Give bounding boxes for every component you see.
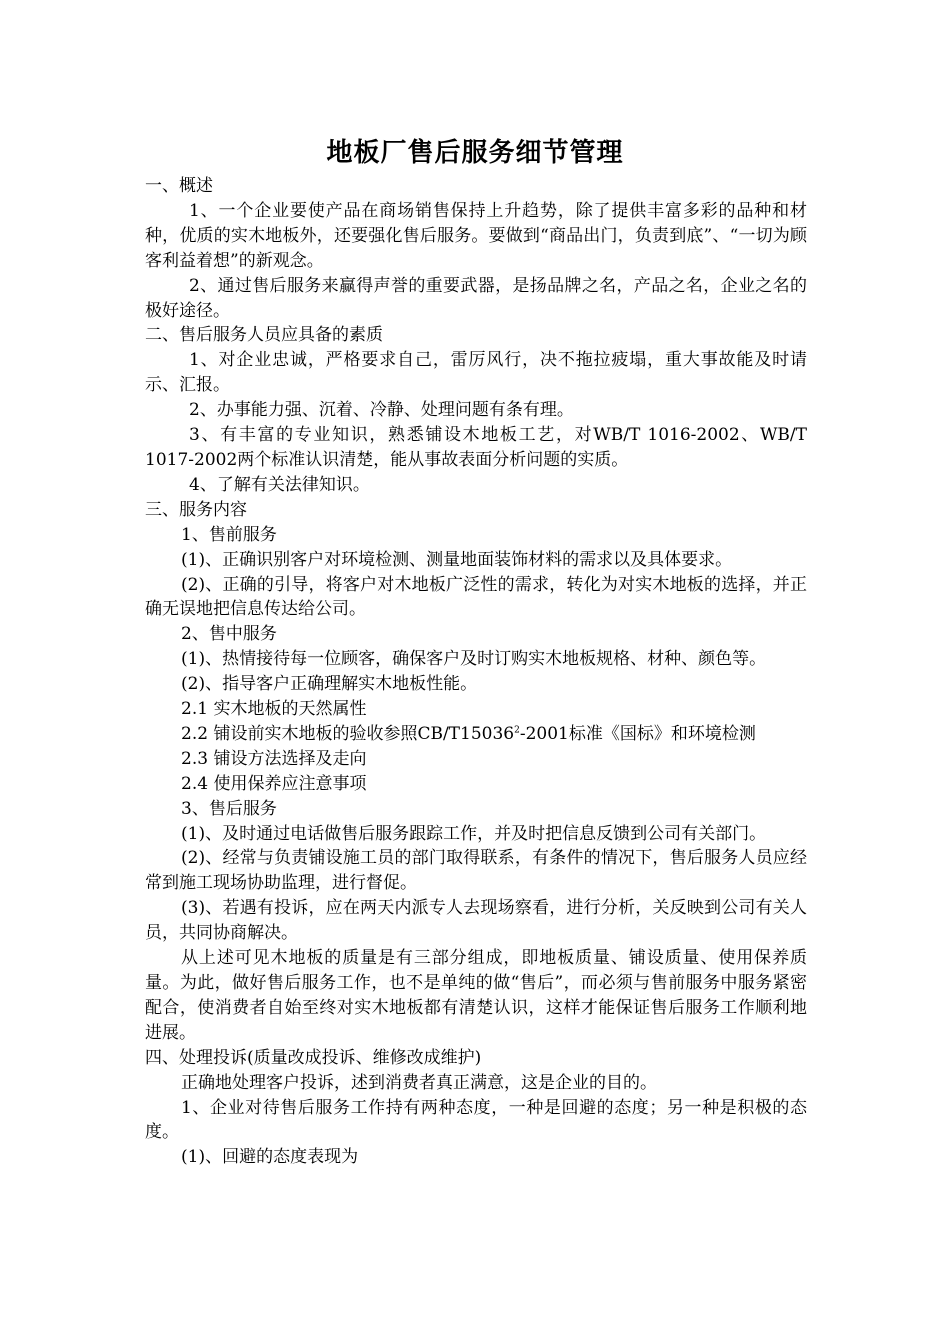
paragraph-text: (1)、回避的态度表现为 [181, 1147, 359, 1168]
paragraph [145, 199, 807, 274]
paragraph-text: 三、服务内容 [145, 499, 247, 520]
paragraph-text: 一、概述 [145, 176, 213, 196]
paragraph-text: 正确地处理客户投诉，述到消费者真正满意，这是企业的目的。 [181, 1072, 657, 1093]
document-title: 地板厂售后服务细节管理 [326, 138, 624, 168]
section-heading [145, 498, 807, 523]
paragraph [145, 398, 807, 423]
paragraph-text: 2.3 铺设方法选择及走向 [181, 748, 367, 769]
paragraph-text: (1)、正确识别客户对环境检测、测量地面装饰材料的需求以及具体要求。 [181, 549, 733, 570]
paragraph-text: (1)、热情接待每一位顾客，确保客户及时订购实木地板规格、材种、颜色等。 [181, 649, 767, 670]
paragraph-text: 1、一个企业要使产品在商场销售保持上升趋势，除了提供丰富多彩的品种和材种，优质的实木地板外，还要强化售后服务。要做到“商品出门，负责到底”、“一切为顾客利益着想”的新观念。 [145, 200, 807, 271]
paragraph [145, 622, 807, 647]
paragraph-text: 从上述可见木地板的质量是有三部分组成，即地板质量、铺设质量、使用保养质量。为此，做好售后服务工作，也不是单纯的做“售后”，而必须与售前服务中服务紧密配合，使消费者自始至终对实木地板都有清楚认识，这样才能保证售后服务工作顺利地进展。 [145, 948, 807, 1043]
paragraph [145, 1071, 807, 1096]
paragraph-text: 二、售后服务人员应具备的素质 [145, 325, 383, 346]
paragraph [145, 1096, 807, 1146]
paragraph-text: 2、办事能力强、沉着、冷静、处理问题有条有理。 [189, 400, 574, 421]
paragraph [145, 672, 807, 697]
paragraph-text: 2、通过售后服务来赢得声誉的重要武器，是扬品牌之名，产品之名，企业之名的极好途径。 [145, 275, 807, 321]
paragraph [145, 946, 807, 1046]
paragraph-text: 2.1 实木地板的天然属性 [181, 699, 367, 720]
paragraph [145, 473, 807, 498]
paragraph [145, 697, 807, 722]
paragraph [145, 523, 807, 548]
paragraph-text: (2)、正确的引导，将客户对木地板广泛性的需求，转化为对实木地板的选择，并正确无误地把信息传达给公司。 [145, 574, 807, 620]
paragraph [145, 747, 807, 772]
paragraph [145, 274, 807, 324]
paragraph [145, 797, 807, 822]
paragraph-text: 3、售后服务 [181, 798, 277, 819]
paragraph [145, 573, 807, 623]
section-heading [145, 1046, 807, 1071]
paragraph [145, 647, 807, 672]
paragraph-text: 3、有丰富的专业知识，熟悉铺设木地板工艺，对WB/T 1016-2002、WB/T 1017-2002两个标准认识清楚，能从事故表面分析问题的实质。 [145, 425, 807, 470]
paragraph [145, 822, 807, 847]
paragraph [145, 846, 807, 896]
paragraph-text: (1)、及时通过电话做售后服务跟踪工作，并及时把信息反馈到公司有关部门。 [181, 823, 767, 844]
paragraph-text: 1、售前服务 [181, 524, 277, 545]
paragraph-text: 2、售中服务 [181, 624, 277, 645]
paragraph-text: 4、了解有关法律知识。 [189, 474, 370, 495]
paragraph-text: 2.2 铺设前实木地板的验收参照CB/T15036 [181, 723, 515, 744]
paragraph [145, 896, 807, 946]
paragraph [145, 548, 807, 573]
section-heading [145, 174, 807, 199]
section-heading [145, 323, 807, 348]
paragraph-text: 四、处理投诉(质量改成投诉、维修改成维护) [145, 1047, 482, 1068]
paragraph [145, 423, 807, 473]
paragraph-text: 1、企业对待售后服务工作持有两种态度，一种是回避的态度；另一种是积极的态度。 [145, 1097, 807, 1143]
superscript: 2 [514, 725, 520, 736]
paragraph [145, 722, 807, 747]
paragraph-text: 2.4 使用保养应注意事项 [181, 773, 367, 794]
paragraph [145, 1145, 807, 1170]
paragraph-text-tail: -2001标准《国标》和环境检测 [519, 723, 756, 744]
paragraph-text: (2)、指导客户正确理解实木地板性能。 [181, 674, 478, 695]
paragraph-text: (2)、经常与负责铺设施工员的部门取得联系，有条件的情况下，售后服务人员应经常到施工现场协助监理，进行督促。 [145, 848, 807, 894]
paragraph-text: (3)、若遇有投诉，应在两天内派专人去现场察看，进行分析，关反映到公司有关人员，共同协商解决。 [145, 898, 807, 944]
paragraph [145, 772, 807, 797]
document-body [145, 174, 807, 1170]
paragraph-text: 1、对企业忠诚，严格要求自己，雷厉风行，决不拖拉疲塌，重大事故能及时请示、汇报。 [145, 350, 807, 396]
paragraph [145, 348, 807, 398]
